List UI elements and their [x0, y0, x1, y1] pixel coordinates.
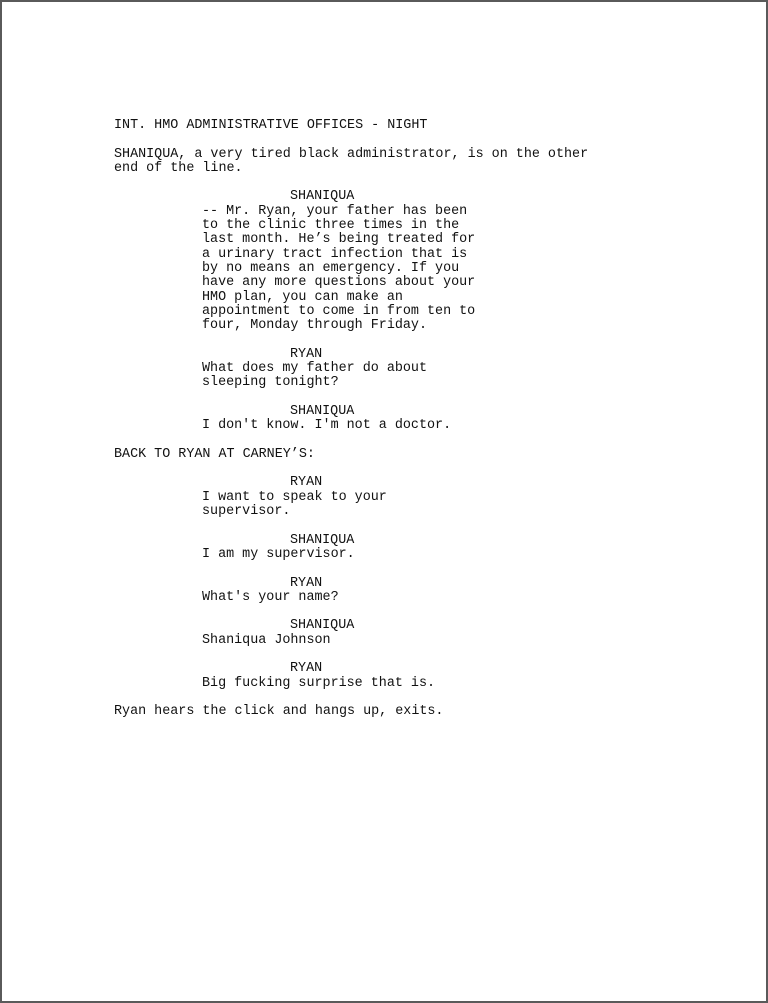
character-cue: SHANIQUA: [290, 189, 355, 205]
scene-heading: INT. HMO ADMINISTRATIVE OFFICES - NIGHT: [114, 118, 428, 133]
dialogue-line: I am my supervisor.: [202, 546, 355, 562]
blank-line: [114, 519, 694, 533]
dialogue-line: sleeping tonight?: [202, 375, 339, 391]
dialogue-line: by no means an emergency. If you: [202, 260, 460, 276]
dialogue-line: What's your name?: [202, 589, 339, 605]
character-cue: RYAN: [290, 475, 323, 491]
blank-line: [114, 133, 694, 147]
dialogue-line: -- Mr. Ryan, your father has been: [202, 203, 468, 219]
blank-line: [114, 648, 694, 662]
dialogue-line: to the clinic three times in the: [202, 218, 460, 234]
character-cue: RYAN: [290, 575, 323, 591]
dialogue-line: HMO plan, you can make an: [202, 289, 403, 305]
action-line: BACK TO RYAN AT CARNEY’S:: [114, 446, 315, 462]
blank-line: [114, 391, 694, 405]
blank-line: [114, 605, 694, 619]
dialogue-line: Shaniqua Johnson: [202, 632, 331, 648]
action-line: end of the line.: [114, 160, 243, 176]
dialogue-line: supervisor.: [202, 504, 291, 520]
dialogue-line: a urinary tract infection that is: [202, 246, 468, 262]
action-line: SHANIQUA, a very tired black administrator, is on the other: [114, 146, 589, 162]
blank-line: [114, 462, 694, 476]
dialogue-line: Big fucking surprise that is.: [202, 675, 436, 691]
dialogue-line: I don't know. I'm not a doctor.: [202, 418, 452, 434]
blank-line: [114, 562, 694, 576]
character-cue: RYAN: [290, 661, 323, 677]
action-line: Ryan hears the click and hangs up, exits.: [114, 704, 444, 720]
dialogue-line: appointment to come in from ten to: [202, 303, 476, 319]
dialogue-line: have any more questions about your: [202, 275, 476, 291]
blank-line: [114, 434, 694, 448]
dialogue-line: I want to speak to your: [202, 489, 387, 505]
character-cue: SHANIQUA: [290, 403, 355, 419]
character-cue: SHANIQUA: [290, 618, 355, 634]
dialogue-line: four, Monday through Friday.: [202, 318, 427, 334]
blank-line: [114, 333, 694, 347]
dialogue-line: What does my father do about: [202, 361, 427, 377]
screenplay-body: [114, 119, 694, 719]
character-cue: SHANIQUA: [290, 532, 355, 548]
blank-line: [114, 176, 694, 190]
character-cue: RYAN: [290, 346, 323, 362]
dialogue-line: last month. He’s being treated for: [202, 232, 476, 248]
blank-line: [114, 691, 694, 705]
